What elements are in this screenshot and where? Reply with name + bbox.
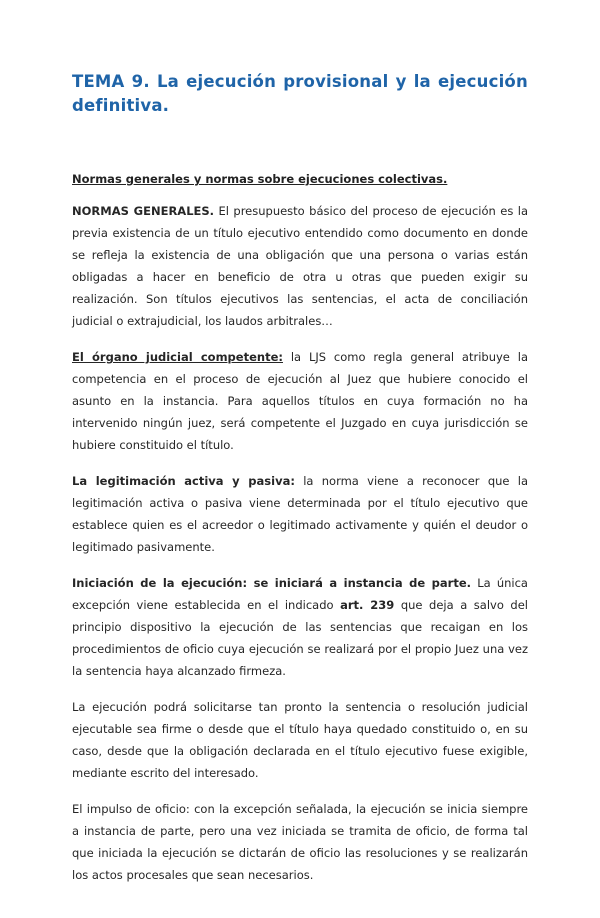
title-line-1: [72, 70, 528, 94]
title-word: 9.: [131, 72, 150, 91]
paragraph-text: que deja a salvo del principio dispositivo la ejecución de las sentencias que recaigan en los procedimientos de oficio cuya ejecución se realizará por el propio Juez una vez la sentencia haya alcanzado firmeza.: [72, 598, 528, 678]
title-word: y: [395, 72, 407, 91]
paragraph-iniciacion: [72, 572, 528, 682]
paragraph-text: la norma viene a reconocer que la legitimación activa o pasiva viene determinada por el título ejecutivo que establece quien es el acreedor o legitimado activamente y quién el deudor o legitimado pasivamente.: [72, 474, 529, 554]
section-heading: Normas generales y normas sobre ejecuciones colectivas.: [72, 172, 448, 186]
title-word: la: [413, 72, 431, 91]
paragraph-legitimacion: [72, 470, 528, 558]
title-word: provisional: [283, 72, 389, 91]
article-reference: art. 239: [340, 598, 395, 612]
paragraph-lead: La legitimación activa y pasiva:: [72, 474, 295, 488]
title-word: TEMA: [72, 72, 125, 91]
paragraph-lead: El órgano judicial competente:: [72, 350, 283, 364]
paragraph-solicitud: La ejecución podrá solicitarse tan pronto la sentencia o resolución judicial ejecutable sea firme o desde que el título haya quedado constituido o, en su caso, desde que la obligación declarada en el título ejecutivo fuese exigible, mediante escrito del interesado.: [72, 700, 528, 780]
title-line-2: definitiva.: [72, 96, 170, 115]
paragraph-lead: Iniciación de la ejecución: se iniciará a instancia de parte.: [72, 576, 472, 590]
paragraph-text: la LJS como regla general atribuye la competencia en el proceso de ejecución al Juez que hubiere conocido el asunto en la instancia. Para aquellos títulos en cuya formación no ha intervenido ningún juez, será competente el Juzgado en cuya jurisdicción se hubiere constituido el título.: [72, 350, 528, 452]
paragraph-impulso: El impulso de oficio: con la excepción señalada, la ejecución se inicia siempre a instancia de parte, pero una vez iniciada se tramita de oficio, de forma tal que iniciada la ejecución se dictarán de oficio las resoluciones y se realizarán los actos procesales que sean necesarios.: [72, 802, 528, 882]
title-word: ejecución: [186, 72, 277, 91]
document-title: [72, 70, 528, 118]
paragraph-lead: NORMAS GENERALES.: [72, 204, 215, 218]
title-word: La: [156, 72, 180, 91]
document-page: [0, 70, 600, 918]
paragraph-text: El presupuesto básico del proceso de ejecución es la previa existencia de un título ejecutivo entendido como documento en donde se refleja la existencia de una obligación que una persona o varias están obligadas a hacer en beneficio de otra u otras que pueden exigir su realización. Son títulos ejecutivos las sentencias, el acta de conciliación judicial o extrajudicial, los laudos arbitrales…: [72, 204, 528, 328]
paragraph-text: La única excepción viene establecida en el indicado: [72, 576, 528, 612]
paragraph-organo-judicial: [72, 346, 528, 456]
paragraph-normas-generales: [72, 200, 528, 332]
title-word: ejecución: [438, 72, 528, 91]
